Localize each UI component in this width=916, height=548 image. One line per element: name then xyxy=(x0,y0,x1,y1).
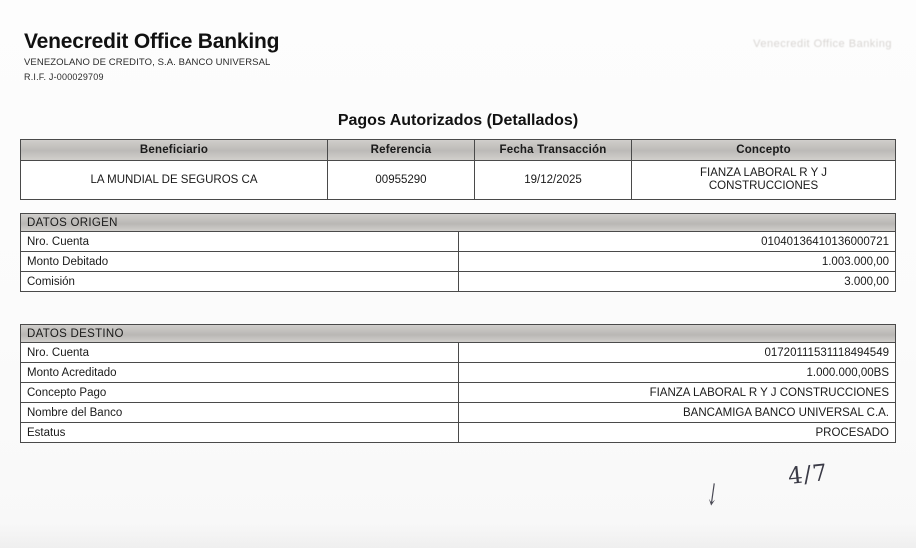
destino-value-cuenta: 01720111531118494549 xyxy=(458,343,896,363)
handwritten-page-number: 4/7 xyxy=(786,459,830,491)
table-header-row xyxy=(21,140,896,161)
origen-value-monto: 1.003.000,00 xyxy=(458,252,896,272)
destino-row-estatus xyxy=(21,423,896,443)
destino-value-concepto: FIANZA LABORAL R Y J CONSTRUCCIONES xyxy=(458,383,896,403)
destino-row-concepto xyxy=(21,383,896,403)
table-row xyxy=(21,161,896,200)
origen-section xyxy=(20,213,896,292)
cell-concepto-line1: FIANZA LABORAL R Y J xyxy=(700,166,827,179)
page-title: Pagos Autorizados (Detallados) xyxy=(337,112,579,129)
origen-row-monto xyxy=(21,252,896,272)
column-header-concepto: Concepto xyxy=(632,140,896,161)
cell-fecha: 19/12/2025 xyxy=(475,161,632,200)
destino-label-cuenta: Nro. Cuenta xyxy=(21,343,459,363)
origen-label-comision: Comisión xyxy=(21,272,459,292)
destino-label-concepto: Concepto Pago xyxy=(21,383,459,403)
origen-section-title: DATOS ORIGEN xyxy=(21,214,896,232)
cell-beneficiario: LA MUNDIAL DE SEGUROS CA xyxy=(21,161,328,200)
destino-row-cuenta xyxy=(21,343,896,363)
destino-label-estatus: Estatus xyxy=(21,423,459,443)
cell-referencia: 00955290 xyxy=(328,161,475,200)
origen-row-cuenta xyxy=(21,232,896,252)
destino-value-banco: BANCAMIGA BANCO UNIVERSAL C.A. xyxy=(458,403,896,423)
brand-subtitle: VENEZOLANO DE CREDITO, S.A. BANCO UNIVERSAL xyxy=(24,57,271,68)
destino-label-monto: Monto Acreditado xyxy=(21,363,459,383)
status-badge: PROCESADO xyxy=(458,423,896,443)
brand-rif: R.I.F. J-000029709 xyxy=(24,72,104,82)
brand-title: Venecredit Office Banking xyxy=(24,30,280,53)
payments-table xyxy=(20,139,896,200)
destino-section-header xyxy=(21,325,896,343)
destino-label-banco: Nombre del Banco xyxy=(21,403,459,423)
origen-section-header xyxy=(21,214,896,232)
origen-value-comision: 3.000,00 xyxy=(458,272,896,292)
origen-label-cuenta: Nro. Cuenta xyxy=(21,232,459,252)
destino-section-title: DATOS DESTINO xyxy=(21,325,896,343)
cell-concepto-line2: CONSTRUCCIONES xyxy=(708,180,819,192)
destino-value-monto: 1.000.000,00BS xyxy=(458,363,896,383)
handwritten-pen-mark: ↓ xyxy=(703,477,722,514)
column-header-referencia: Referencia xyxy=(328,140,475,161)
faded-watermark-text: Venecredit Office Banking xyxy=(753,38,892,50)
origen-label-monto: Monto Debitado xyxy=(21,252,459,272)
origen-row-comision xyxy=(21,272,896,292)
payments-table-header xyxy=(21,140,896,161)
cell-concepto xyxy=(632,161,896,200)
destino-row-monto xyxy=(21,363,896,383)
column-header-beneficiario: Beneficiario xyxy=(21,140,328,161)
origen-value-cuenta: 01040136410136000721 xyxy=(458,232,896,252)
scan-shadow xyxy=(0,522,916,548)
destino-row-banco xyxy=(21,403,896,423)
column-header-fecha: Fecha Transacción xyxy=(475,140,632,161)
payments-table-body xyxy=(21,161,896,200)
document-header xyxy=(24,30,624,82)
destino-section xyxy=(20,324,896,443)
